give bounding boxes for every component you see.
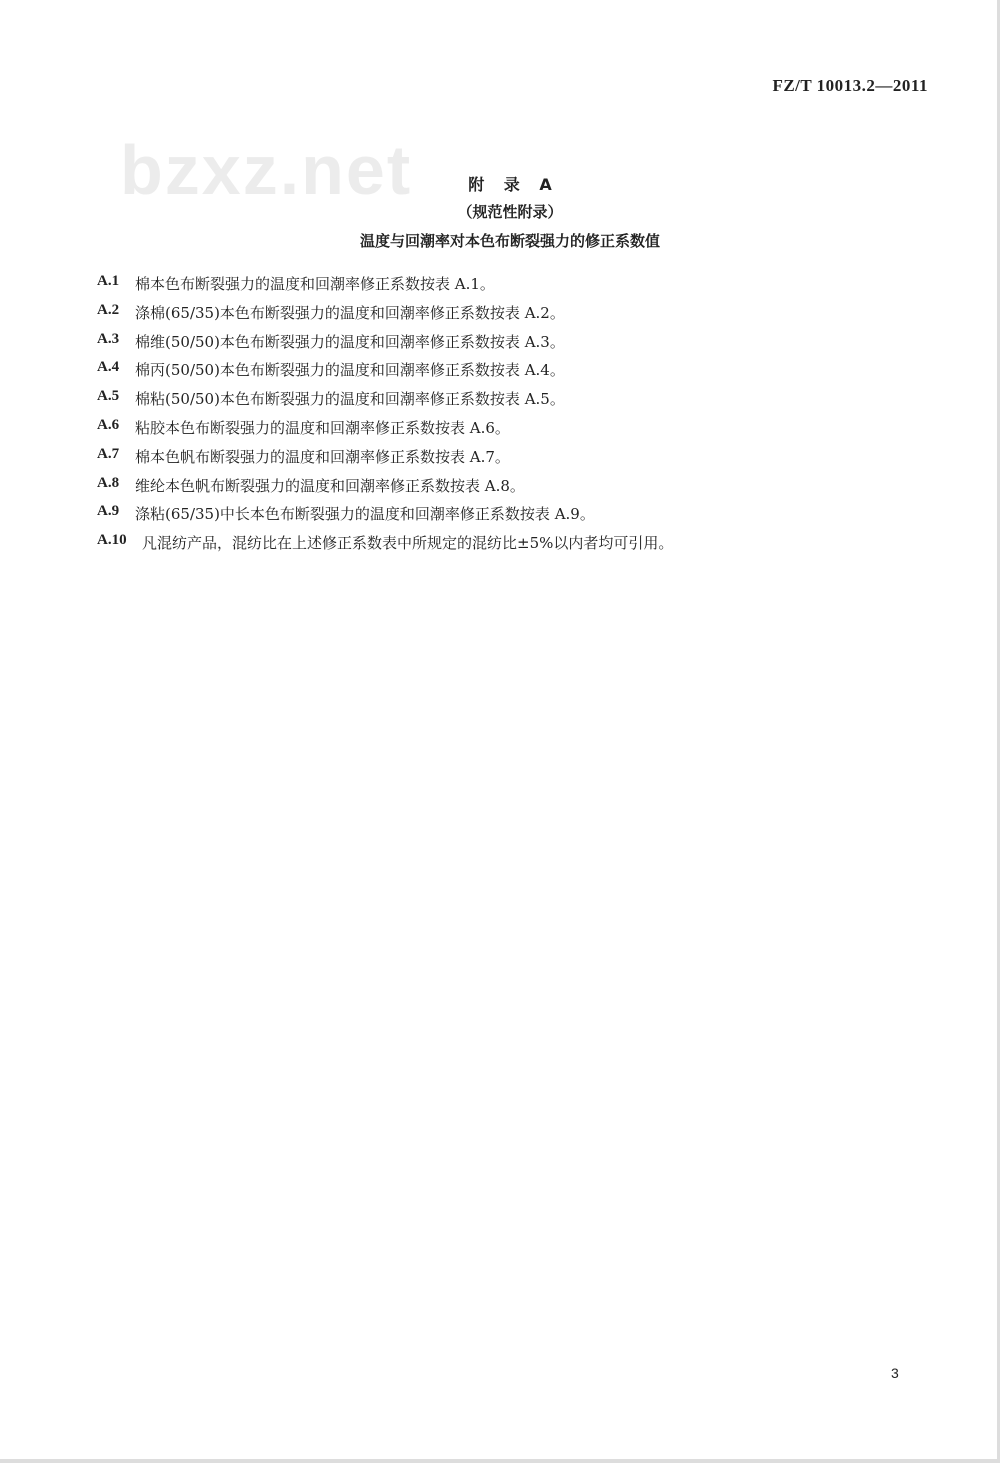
clause-item	[97, 359, 673, 388]
clause-text: 维纶本色帆布断裂强力的温度和回潮率修正系数按表 A.8。	[135, 476, 525, 495]
clause-label: A.10	[97, 532, 127, 549]
clause-label: A.4	[97, 359, 120, 376]
clause-text: 粘胶本色布断裂强力的温度和回潮率修正系数按表 A.6。	[135, 418, 510, 437]
clause-text: 凡混纺产品，混纺比在上述修正系数表中所规定的混纺比±5%以内者均可引用。	[142, 534, 674, 553]
clause-label: A.6	[97, 416, 120, 433]
clause-text: 涤棉(65/35)本色布断裂强力的温度和回潮率修正系数按表 A.2。	[135, 303, 565, 322]
page-edge-bottom	[0, 1459, 1000, 1463]
clause-item	[97, 532, 673, 561]
clause-item	[97, 475, 673, 504]
clause-item	[97, 417, 673, 446]
clause-item	[97, 503, 673, 532]
clause-label: A.3	[97, 330, 120, 347]
clause-text: 棉维(50/50)本色布断裂强力的温度和回潮率修正系数按表 A.3。	[135, 332, 565, 351]
clause-label: A.2	[97, 301, 120, 318]
clause-item	[97, 446, 673, 475]
clause-text: 棉丙(50/50)本色布断裂强力的温度和回潮率修正系数按表 A.4。	[135, 361, 565, 380]
clause-item	[97, 273, 673, 302]
appendix-title: 附 录 A	[468, 175, 552, 194]
clause-label: A.8	[97, 474, 120, 491]
clause-list	[97, 273, 673, 561]
clause-text: 涤粘(65/35)中长本色布断裂强力的温度和回潮率修正系数按表 A.9。	[135, 505, 595, 524]
appendix-heading: 温度与回潮率对本色布断裂强力的修正系数值	[359, 232, 660, 250]
watermark: bzxz.net	[120, 131, 413, 209]
clause-item	[97, 331, 673, 360]
clause-label: A.5	[97, 388, 120, 405]
clause-item	[97, 388, 673, 417]
clause-text: 棉粘(50/50)本色布断裂强力的温度和回潮率修正系数按表 A.5。	[135, 390, 565, 409]
clause-label: A.1	[97, 273, 120, 289]
appendix-type: （规范性附录）	[457, 203, 563, 221]
page-number: 3	[891, 1365, 899, 1381]
standard-number: FZ/T 10013.2—2011	[772, 76, 928, 95]
clause-text: 棉本色帆布断裂强力的温度和回潮率修正系数按表 A.7。	[135, 447, 510, 466]
clause-text: 棉本色布断裂强力的温度和回潮率修正系数按表 A.1。	[135, 275, 495, 293]
clause-label: A.9	[97, 503, 120, 520]
clause-label: A.7	[97, 445, 120, 462]
clause-item	[97, 302, 673, 331]
